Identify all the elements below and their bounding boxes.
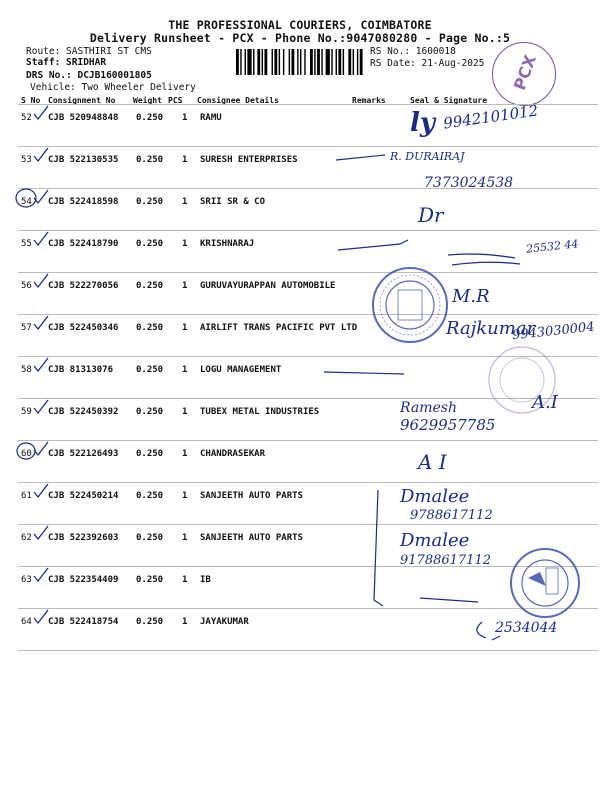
- consignee-name: AIRLIFT TRANS PACIFIC PVT LTD: [200, 323, 358, 333]
- tick-mark: [33, 105, 49, 121]
- consignment-number: CJB 522354409: [48, 575, 119, 585]
- consignment-number: CJB 522126493: [48, 449, 119, 459]
- pcx-stamp: [492, 42, 556, 106]
- pcx-stamp-text: PCX: [509, 52, 540, 93]
- serial-number: 63: [21, 575, 32, 585]
- table-row: [18, 356, 598, 399]
- consignee-name: JAYAKUMAR: [200, 617, 249, 627]
- receiver-53: R. DURAIRAJ: [390, 150, 465, 163]
- weight: 0.250: [136, 407, 164, 417]
- tick-mark: [33, 147, 49, 163]
- signature-54: Dr: [418, 203, 444, 227]
- tick-mark: [33, 189, 49, 205]
- serial-number: 53: [21, 155, 32, 165]
- pieces: 1: [182, 239, 188, 249]
- pieces: 1: [182, 155, 188, 165]
- weight: 0.250: [136, 491, 164, 501]
- weight: 0.250: [136, 197, 164, 207]
- phone-59: 9629957785: [400, 416, 496, 434]
- tick-mark: [33, 315, 49, 331]
- table-row: [18, 482, 598, 525]
- table-row: [18, 188, 598, 231]
- serial-number: 59: [21, 407, 32, 417]
- mark-59: A.I: [532, 392, 558, 413]
- weight: 0.250: [136, 575, 164, 585]
- table-bottom-rule: [18, 650, 598, 651]
- col-remarks: Remarks: [352, 96, 386, 105]
- barcode: [236, 49, 364, 75]
- weight: 0.250: [136, 155, 164, 165]
- consignee-name: SURESH ENTERPRISES: [200, 155, 298, 165]
- tick-mark: [33, 231, 49, 247]
- weight: 0.250: [136, 533, 164, 543]
- pieces: 1: [182, 365, 188, 375]
- serial-number: 64: [21, 617, 32, 627]
- table-row: [18, 566, 598, 609]
- consignment-number: CJB 522418754: [48, 617, 119, 627]
- company-name: THE PROFESSIONAL COURIERS, COIMBATORE: [168, 18, 432, 32]
- tick-mark: [33, 273, 49, 289]
- signature-56: M.R: [452, 286, 490, 307]
- pieces: 1: [182, 575, 188, 585]
- weight: 0.250: [136, 281, 164, 291]
- table-row: [18, 272, 598, 315]
- col-pcs: PCS: [168, 96, 183, 105]
- consignment-number: CJB 522418790: [48, 239, 119, 249]
- consignee-name: TUBEX METAL INDUSTRIES: [200, 407, 320, 417]
- serial-number: 62: [21, 533, 32, 543]
- signature-52: ly: [410, 108, 435, 138]
- table-row: [18, 230, 598, 273]
- tick-mark: [33, 357, 49, 373]
- pieces: 1: [182, 617, 188, 627]
- col-consignment: Consignment No: [48, 96, 116, 105]
- tick-mark: [33, 399, 49, 415]
- serial-number: 61: [21, 491, 32, 501]
- rs-date: RS Date: 21-Aug-2025: [370, 58, 485, 69]
- consignee-name: SANJEETH AUTO PARTS: [200, 533, 303, 543]
- tick-mark: [33, 567, 49, 583]
- route: Route: SASTHIRI ST CMS: [26, 46, 152, 57]
- consignment-number: CJB 522130535: [48, 155, 119, 165]
- consignment-number: CJB 520948848: [48, 113, 119, 123]
- staff: Staff: SRIDHAR: [26, 57, 107, 68]
- phone-54: 7373024538: [424, 175, 514, 191]
- consignee-name: LOGU MANAGEMENT: [200, 365, 282, 375]
- tick-mark: [33, 483, 49, 499]
- pieces: 1: [182, 533, 188, 543]
- table-row: [18, 398, 598, 441]
- signature-57: Rajkumar: [446, 318, 536, 339]
- consignee-name: IB: [200, 575, 211, 585]
- col-seal-signature: Seal & Signature: [410, 96, 488, 105]
- serial-number: 56: [21, 281, 32, 291]
- weight: 0.250: [136, 365, 164, 375]
- signature-61: Dmalee: [400, 486, 470, 507]
- weight: 0.250: [136, 449, 164, 459]
- weight: 0.250: [136, 239, 164, 249]
- pieces: 1: [182, 197, 188, 207]
- pieces: 1: [182, 281, 188, 291]
- phone-61: 9788617112: [410, 508, 493, 523]
- consignment-number: CJB 522418598: [48, 197, 119, 207]
- consignee-name: KRISHNARAJ: [200, 239, 255, 249]
- consignment-number: CJB 522270056: [48, 281, 119, 291]
- signature-62: Dmalee: [400, 530, 470, 551]
- phone-62: 91788617112: [400, 553, 491, 568]
- pieces: 1: [182, 491, 188, 501]
- phone-57: 9943030004: [511, 319, 596, 344]
- pieces: 1: [182, 323, 188, 333]
- consignee-name: SRII SR & CO: [200, 197, 266, 207]
- consignee-name: GURUVAYURAPPAN AUTOMOBILE: [200, 281, 336, 291]
- tick-mark: [33, 441, 49, 457]
- table-row: [18, 440, 598, 483]
- note-55: 25532 44: [525, 237, 580, 256]
- serial-number: 58: [21, 365, 32, 375]
- serial-number: 55: [21, 239, 32, 249]
- col-consignee: Consignee Details: [197, 96, 279, 105]
- mark-60: A I: [418, 450, 447, 474]
- tick-mark: [33, 609, 49, 625]
- serial-number: 54: [21, 197, 32, 207]
- pieces: 1: [182, 407, 188, 417]
- col-sno: S No: [21, 96, 41, 105]
- pieces: 1: [182, 113, 188, 123]
- weight: 0.250: [136, 617, 164, 627]
- table-row: [18, 524, 598, 567]
- consignment-number: CJB 522450346: [48, 323, 119, 333]
- col-weight: Weight: [133, 96, 162, 105]
- consignee-name: RAMU: [200, 113, 222, 123]
- consignment-number: CJB 522450214: [48, 491, 119, 501]
- phone-52: 9942101012: [442, 101, 540, 133]
- note-64: 2534044: [495, 620, 558, 636]
- serial-number: 52: [21, 113, 32, 123]
- weight: 0.250: [136, 113, 164, 123]
- serial-number: 57: [21, 323, 32, 333]
- tick-mark: [33, 525, 49, 541]
- runsheet-title: Delivery Runsheet - PCX - Phone No.:9047080280 - Page No.:5: [89, 31, 511, 45]
- consignment-number: CJB 81313076: [48, 365, 114, 375]
- drs-number: DRS No.: DCJB160001805: [26, 70, 152, 81]
- serial-number: 60: [21, 449, 32, 459]
- rs-number: RS No.: 1600018: [370, 46, 456, 57]
- name-59: Ramesh: [400, 400, 457, 416]
- vehicle: Vehicle: Two Wheeler Delivery: [30, 82, 196, 93]
- weight: 0.250: [136, 323, 164, 333]
- pieces: 1: [182, 449, 188, 459]
- consignment-number: CJB 522392603: [48, 533, 119, 543]
- consignment-number: CJB 522450392: [48, 407, 119, 417]
- consignee-name: SANJEETH AUTO PARTS: [200, 491, 303, 501]
- consignee-name: CHANDRASEKAR: [200, 449, 266, 459]
